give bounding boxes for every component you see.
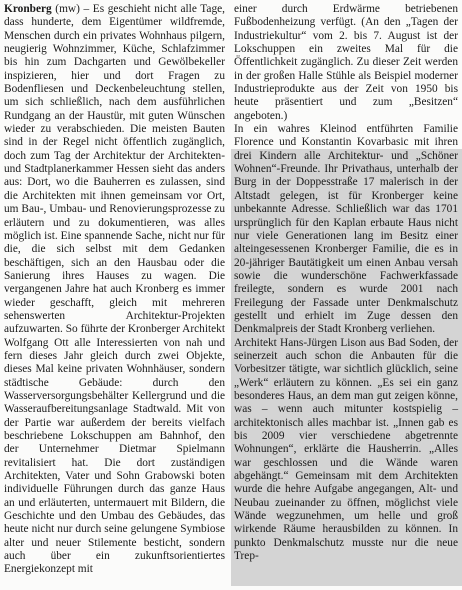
left-column bbox=[4, 3, 225, 577]
article-paragraph: Kronberg (mw) – Es geschieht nicht alle Tage, dass hunderte, dem Eigentümer wildfremde, Menschen durch ein privates Wohnhaus pilgern, neugierig Wohnzimmer, Küche, Schlafzimmer bis hin zum Dachgarten und Gewölbekeller inspizieren, hier und dort Fragen zu Bodenfliesen und Deckenbeleuchtung stellen, um sich schließlich, nach dem ausführlichen Rundgang an der Haustür, mit guten Wünschen wieder zu verabschieden. Die meisten Bauten sind in der Regel nicht öffentlich zugänglich, doch zum Tag der Architektur der Architekten- und Stadtplanerkammer Hessen sieht das anders aus: Dort, wo die Bauherren es zulassen, sind die Architekten mit ihnen gemeinsam vor Ort, um Bau-, Umbau- und Renovierungsprozesse zu erläutern und zu dokumentieren, was alles möglich ist. Eine spannende Sache, nicht nur für die, die sich selbst mit dem Gedanken beschäftigen, sich an den Hausbau oder die Sanierung ihres Hauses zu wagen. Die vergangenen Jahre hat auch Kronberg es immer wieder geschafft, gleich mit mehreren sehenswerten Architektur-Projekten aufzuwarten. So führte der Kronberger Architekt Wolfgang Ott alle Interessierten von nah und fern dieses Jahr gleich durch zwei Objekte, dieses Mal keine privaten Wohnhäuser, sondern städtische Gebäude: durch den Wasserversorgungsbehälter Kellergrund und die Wasseraufbereitungsanlage Stadtwald. Mit von der Partie war außerdem der bereits vielfach beschriebene Lokschuppen am Bahnhof, den der Unternehmer Dietmar Spielmann revitalisiert hat. Die dort zuständigen Architekten, Vater und Sohn Grabowski boten individuelle Führungen durch das ganze Haus an und erläuterten, untermauert mit Bildern, die Geschichte und den Umbau des Gebäudes, das heute nicht nur durch seine gelungene Symbiose alter und neuer Stilemente besticht, sondern auch über ein zukunftsorientiertes Energiekonzept mit bbox=[4, 3, 225, 576]
article-paragraph-architect: Architekt Hans-Jürgen Lison aus Bad Soden, der seinerzeit auch schon die Anbauten für die Vorbesitzer tätigte, war sichtlich glücklich, seine „Werk“ erläutern zu können. „Es sei ein ganz besonderes Haus, an dem man gut zeigen könne, was – wenn auch mitunter kostspielig – architektonisch alles machbar ist. „Innen gab es bis 2009 vier verschiedene abgetrennte Wohnungen“, erklärte die Hausherrin. „Alles war geschlossen und die Wände waren abgehängt.“ Gemeinsam mit dem Architekten wurde die hehre Aufgabe angegangen, Alt- und Neubau zueinander zu öffnen, möglichst viele Wände wegzunehmen, um helle und groß wirkende Räume herausbilden zu können. In punkto Denkmalschutz musste nur die neue Trep- bbox=[234, 336, 458, 563]
lead-word: Kronberg bbox=[4, 3, 52, 15]
right-column bbox=[234, 3, 458, 563]
article-paragraph-continued: einer durch Erdwärme betriebenen Fußbodenheizung verfügt. (An den „Tagen der Industriekultur“ vom 2. bis 7. August ist der Lokschuppen ein zweites Mal für die Öffentlichkeit zugänglich. Zu dieser Zeit werden in der großen Halle Stühle als Beispiel moderner Industrieprodukte aus der Zeit von 1950 bis heute präsentiert und zum „Besitzen“ angeboten.) bbox=[234, 3, 458, 122]
article-paragraph-kovarbasic: In ein wahres Kleinod entführten Familie Florence und Konstantin Kovarbasic mit ihren drei Kindern alle Architektur- und „Schöner Wohnen“-Freunde. Ihr Privathaus, unterhalb der Burg in der Doppesstraße 17 malerisch in der Altstadt gelegen, ist für Kronberger keine unbekannte Adresse. Schließlich war das 1701 ursprünglich für den Kaplan erbaute Haus nicht nur viele Generationen lang im Besitz einer alteingesessenen Kronberger Familie, die es in 20-jähriger Bautätigkeit um einen Anbau versah sowie die wunderschöne Fachwerkfassade freilegte, sondern es wurde 2001 nach Freilegung der Fassade unter Denkmalschutz gestellt und erhielt im Zuge dessen den Denkmalpreis der Stadt Kronberg verliehen. bbox=[234, 123, 458, 336]
